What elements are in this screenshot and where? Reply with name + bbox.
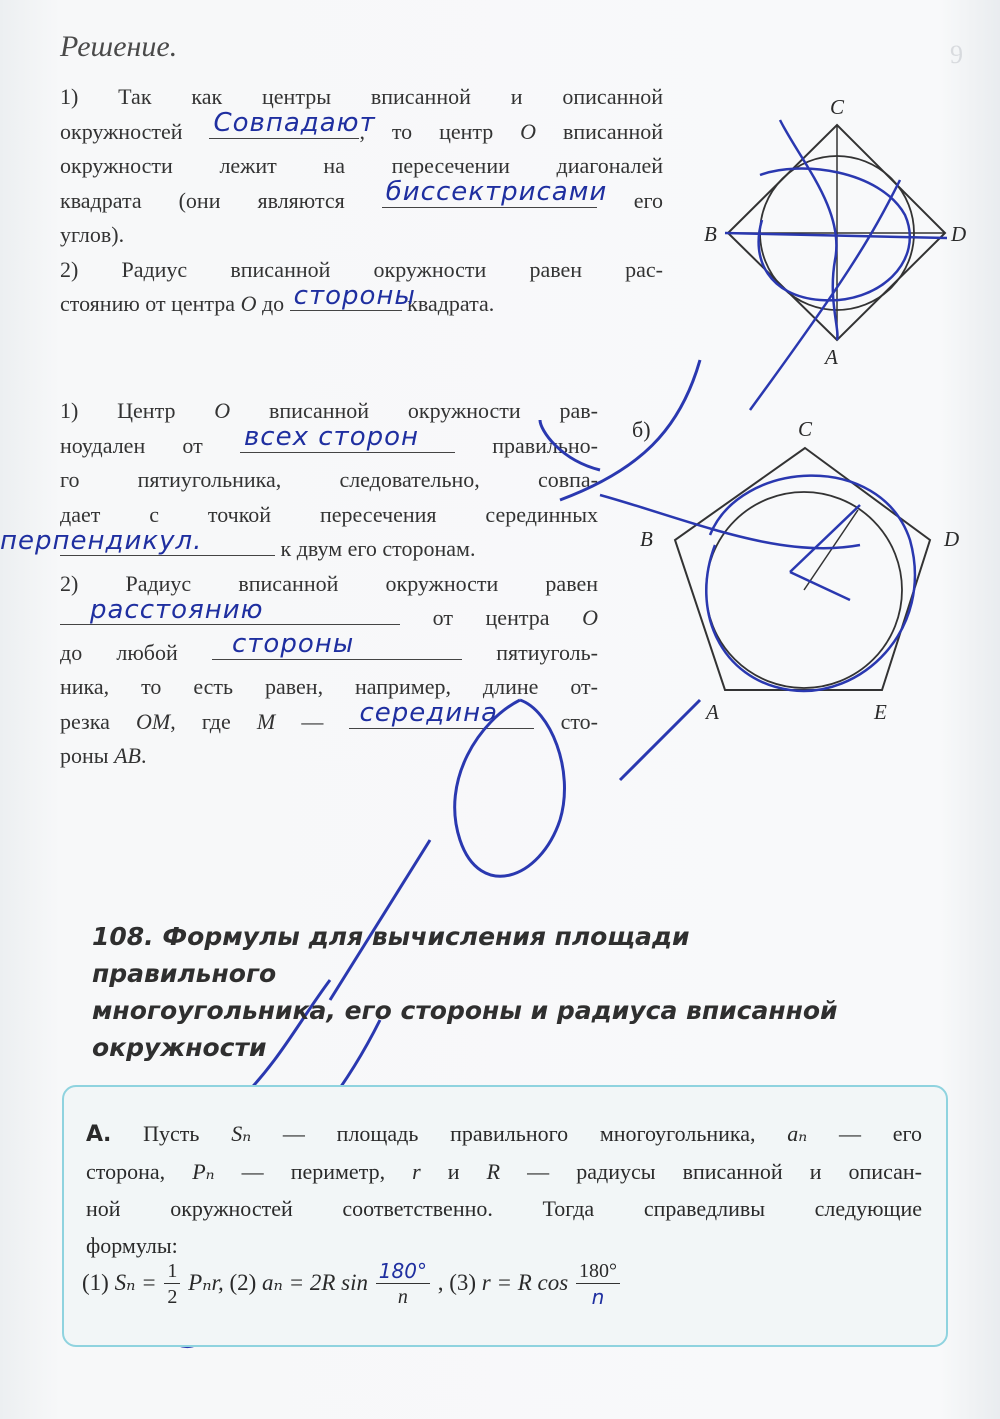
handwritten-answer: стороны — [231, 629, 355, 659]
handwritten-answer: всех сторон — [243, 422, 420, 452]
vertex-label: D — [951, 222, 967, 246]
text-line: 1) Центр O вписанной окружности рав- — [60, 398, 598, 423]
formula-box — [62, 1085, 948, 1347]
vertex-label: D — [944, 527, 960, 551]
vertex-label: E — [874, 700, 887, 724]
handwritten-answer: расстоянию — [90, 594, 264, 625]
text-line: квадрата (они являются биссектрисами его — [60, 177, 663, 213]
fraction: $\frac{1}{2}$ — [164, 1259, 180, 1310]
vertex-label: A — [825, 345, 838, 369]
formulas-row: (1) Sₙ = $\frac{1}{2}$ Pₙr, (2) aₙ = 2R sin $\frac{180^\circ}{n}$ , (3) r = R cos $\frac{180^\circ}{n}$ — [82, 1259, 622, 1310]
text-line: 2) Радиус вписанной окружности равен рас- — [60, 256, 663, 282]
handwritten-answer: стороны — [293, 280, 416, 311]
text-line: ноудален от всех сторон правильно- — [60, 422, 599, 458]
vertex-label: B — [640, 527, 653, 551]
handwritten-answer: перпендикул. — [0, 525, 203, 556]
text-line: углов). — [60, 222, 125, 247]
text-line: окружностей Совпадают , то центр O вписанной — [60, 108, 663, 144]
text-line: окружности лежит на пересечении диагоналей — [60, 153, 663, 178]
text-line: до любой стороны пятиуголь- — [60, 629, 598, 665]
handwritten-answer: Совпадают — [213, 108, 376, 138]
handwritten-answer: биссектрисами — [385, 177, 608, 207]
text-line: дает с точкой пересечения серединных — [60, 501, 598, 527]
fraction: $\frac{180^\circ}{n}$ — [376, 1259, 430, 1310]
vertex-label: C — [798, 417, 813, 441]
vertex-label: C — [830, 95, 845, 119]
handwritten-answer: середина — [359, 698, 499, 728]
solution-title: Решение. — [60, 30, 178, 63]
figure-label-b: б) — [632, 417, 651, 442]
formula-description: А. Пусть Sₙ — площадь правильного многоугольника, aₙ — его сторона, Pₙ — периметр, r и R — радиусы вписанной и описан- ной окружностей соответственно. Тогда справедливы следующие формулы: — [86, 1121, 922, 1258]
text-line: перпендикул. к двум его сторонам. — [0, 525, 476, 561]
section-heading: 108. Формулы для вычисления площади правильного многоугольника, его стороны и радиуса вписанной окружности — [92, 922, 838, 1062]
pentagon-figure — [600, 448, 930, 691]
text-line: резка OM, где M — середина сто- — [60, 698, 599, 734]
text-line: 1) Так как центры вписанной и описанной — [60, 84, 663, 109]
show-through-text: 9 — [950, 40, 963, 69]
text-line: го пятиугольника, следовательно, совпа- — [60, 467, 598, 492]
text-line: ника, то есть равен, например, длине от- — [60, 674, 598, 699]
text-line: стоянию от центра O до стороны квадрата. — [60, 280, 495, 316]
vertex-label: B — [704, 222, 717, 246]
vertex-label: A — [706, 700, 719, 724]
text-line: 2) Радиус вписанной окружности равен — [60, 570, 598, 596]
fraction: $\frac{180^\circ}{n}$ — [576, 1259, 620, 1310]
text-line: расстоянию от центра O — [60, 601, 598, 636]
text-line: роны AB. — [60, 743, 147, 768]
